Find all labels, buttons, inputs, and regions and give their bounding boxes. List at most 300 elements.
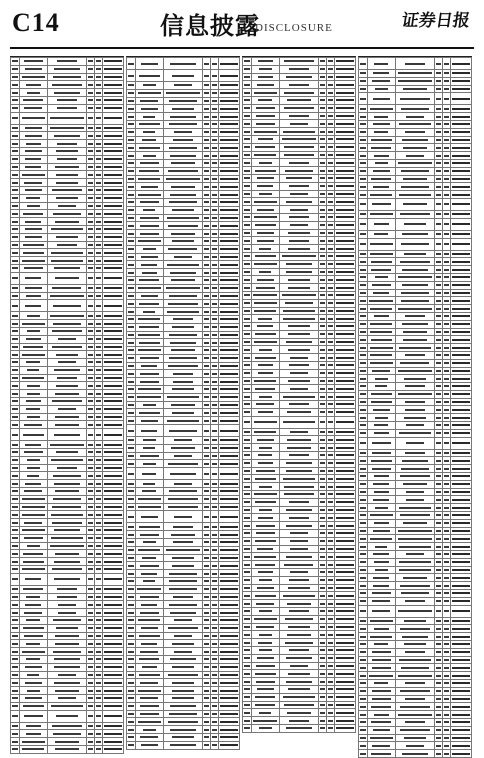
- illegible-text-mark: [26, 596, 40, 598]
- illegible-text-mark: [88, 393, 93, 395]
- table-cell: [367, 648, 395, 656]
- illegible-text-mark: [104, 506, 122, 508]
- table-cell: [367, 558, 395, 566]
- table-cell: [335, 561, 356, 569]
- illegible-text-mark: [212, 658, 217, 660]
- table-cell: [11, 488, 20, 496]
- illegible-text-mark: [336, 107, 354, 109]
- table-cell: [359, 159, 368, 167]
- illegible-text-mark: [143, 311, 155, 313]
- illegible-text-mark: [336, 123, 354, 125]
- illegible-text-mark: [244, 556, 250, 558]
- illegible-text-mark: [139, 658, 159, 660]
- table-row: [11, 542, 124, 550]
- table-row: [243, 724, 356, 732]
- illegible-text-mark: [204, 404, 209, 406]
- table-cell: [395, 449, 435, 457]
- illegible-text-mark: [404, 737, 426, 739]
- illegible-text-mark: [138, 721, 162, 723]
- table-cell: [443, 390, 451, 398]
- illegible-text-mark: [88, 748, 93, 750]
- table-cell: [219, 539, 240, 547]
- table-cell: [203, 624, 211, 632]
- table-cell: [219, 609, 240, 617]
- table-cell: [451, 718, 472, 726]
- illegible-text-mark: [12, 506, 18, 508]
- illegible-text-mark: [128, 565, 134, 567]
- illegible-text-mark: [370, 538, 392, 540]
- illegible-text-mark: [220, 682, 238, 684]
- illegible-text-mark: [401, 468, 428, 470]
- table-cell: [243, 362, 252, 370]
- table-cell: [127, 531, 136, 539]
- table-cell: [19, 112, 47, 124]
- table-cell: [163, 393, 203, 401]
- illegible-text-mark: [436, 483, 441, 485]
- table-cell: [87, 147, 95, 155]
- table-cell: [395, 742, 435, 750]
- table-cell: [203, 284, 211, 292]
- table-cell: [135, 198, 163, 206]
- illegible-text-mark: [140, 455, 159, 457]
- table-cell: [243, 639, 252, 647]
- table-row: [243, 615, 356, 623]
- table-cell: [127, 488, 136, 496]
- table-cell: [135, 452, 163, 460]
- table-cell: [367, 742, 395, 750]
- illegible-text-mark: [204, 526, 209, 528]
- illegible-text-mark: [336, 68, 354, 70]
- illegible-text-mark: [88, 205, 93, 207]
- table-cell: [11, 472, 20, 480]
- table-cell: [243, 701, 252, 709]
- table-cell: [279, 416, 319, 428]
- illegible-text-mark: [138, 92, 160, 94]
- table-cell: [451, 375, 472, 383]
- table-cell: [251, 491, 279, 499]
- illegible-text-mark: [320, 447, 325, 449]
- table-cell: [47, 249, 87, 257]
- table-cell: [11, 132, 20, 140]
- illegible-text-mark: [320, 610, 325, 612]
- table-row: [243, 151, 356, 159]
- illegible-text-mark: [12, 604, 18, 606]
- illegible-text-mark: [204, 534, 209, 536]
- illegible-text-mark: [128, 534, 134, 536]
- table-cell: [367, 535, 395, 543]
- illegible-text-mark: [328, 92, 333, 94]
- table-cell: [95, 312, 103, 320]
- illegible-text-mark: [104, 612, 122, 614]
- table-cell: [359, 558, 368, 566]
- illegible-text-mark: [52, 189, 83, 191]
- table-cell: [103, 609, 124, 617]
- table-cell: [135, 261, 163, 269]
- illegible-text-mark: [27, 690, 40, 692]
- illegible-text-mark: [360, 253, 366, 255]
- illegible-text-mark: [128, 651, 134, 653]
- table-cell: [327, 452, 335, 460]
- illegible-text-mark: [166, 178, 200, 180]
- table-cell: [367, 120, 395, 128]
- illegible-text-mark: [375, 569, 388, 571]
- illegible-text-mark: [360, 323, 366, 325]
- table-cell: [335, 615, 356, 623]
- table-cell: [11, 312, 20, 320]
- table-cell: [319, 584, 327, 592]
- illegible-text-mark: [255, 255, 276, 257]
- table-cell: [219, 206, 240, 214]
- illegible-text-mark: [204, 365, 209, 367]
- illegible-text-mark: [204, 455, 209, 457]
- table-cell: [359, 351, 368, 359]
- illegible-text-mark: [452, 721, 470, 723]
- table-row: [243, 174, 356, 182]
- illegible-text-mark: [244, 665, 250, 667]
- table-cell: [367, 183, 395, 191]
- illegible-text-mark: [436, 651, 441, 653]
- illegible-text-mark: [128, 447, 134, 449]
- illegible-text-mark: [436, 667, 441, 669]
- table-cell: [103, 702, 124, 710]
- table-cell: [19, 225, 47, 233]
- illegible-text-mark: [286, 525, 312, 527]
- illegible-text-mark: [370, 514, 393, 516]
- table-cell: [279, 459, 319, 467]
- illegible-text-mark: [24, 490, 42, 492]
- illegible-text-mark: [452, 569, 470, 571]
- illegible-text-mark: [444, 706, 449, 708]
- illegible-text-mark: [284, 92, 313, 94]
- table-cell: [327, 229, 335, 237]
- illegible-text-mark: [54, 561, 80, 563]
- table-row: [359, 191, 472, 199]
- table-cell: [243, 120, 252, 128]
- illegible-text-mark: [282, 138, 316, 140]
- illegible-text-mark: [436, 745, 441, 747]
- illegible-text-mark: [172, 736, 194, 738]
- table-cell: [219, 655, 240, 663]
- illegible-text-mark: [12, 236, 18, 238]
- illegible-text-mark: [254, 618, 278, 620]
- illegible-text-mark: [320, 123, 325, 125]
- table-cell: [19, 558, 47, 566]
- table-cell: [359, 543, 368, 551]
- table-row: [243, 623, 356, 631]
- illegible-text-mark: [360, 131, 366, 133]
- table-cell: [203, 214, 211, 222]
- illegible-text-mark: [258, 76, 274, 78]
- table-cell: [127, 292, 136, 300]
- table-cell: [367, 70, 395, 78]
- illegible-text-mark: [53, 475, 81, 477]
- illegible-text-mark: [285, 302, 314, 304]
- illegible-text-mark: [220, 178, 238, 180]
- table-cell: [47, 89, 87, 97]
- table-cell: [95, 366, 103, 374]
- illegible-text-mark: [336, 462, 354, 464]
- table-row: [11, 398, 124, 406]
- table-cell: [135, 82, 163, 90]
- illegible-text-mark: [328, 279, 333, 281]
- table-cell: [327, 685, 335, 693]
- table-cell: [127, 632, 136, 640]
- table-row: [359, 320, 472, 328]
- table-cell: [279, 631, 319, 639]
- table-row: [243, 444, 356, 452]
- table-cell: [279, 143, 319, 151]
- illegible-text-mark: [258, 372, 272, 374]
- table-cell: [243, 143, 252, 151]
- illegible-text-mark: [436, 347, 441, 349]
- illegible-text-mark: [143, 463, 156, 465]
- table-cell: [203, 617, 211, 625]
- illegible-text-mark: [370, 308, 392, 310]
- table-cell: [451, 406, 472, 414]
- table-cell: [395, 191, 435, 199]
- illegible-text-mark: [452, 162, 470, 164]
- illegible-text-mark: [373, 585, 389, 587]
- illegible-text-mark: [204, 674, 209, 676]
- table-cell: [327, 467, 335, 475]
- illegible-text-mark: [138, 194, 160, 196]
- illegible-text-mark: [212, 580, 217, 582]
- table-row: [359, 144, 472, 152]
- table-cell: [19, 241, 47, 249]
- illegible-text-mark: [204, 201, 209, 203]
- table-cell: [251, 377, 279, 385]
- table-cell: [47, 687, 87, 695]
- illegible-text-mark: [88, 295, 93, 297]
- table-row: [243, 592, 356, 600]
- table-cell: [335, 128, 356, 136]
- table-cell: [443, 519, 451, 527]
- table-row: [359, 449, 472, 457]
- illegible-text-mark: [220, 272, 238, 274]
- table-cell: [127, 128, 136, 136]
- illegible-text-mark: [436, 233, 441, 235]
- table-cell: [243, 245, 252, 253]
- table-cell: [435, 711, 443, 719]
- illegible-text-mark: [244, 248, 250, 250]
- table-row: [11, 687, 124, 695]
- table-cell: [219, 726, 240, 734]
- table-cell: [251, 260, 279, 268]
- table-cell: [395, 496, 435, 504]
- illegible-text-mark: [320, 310, 325, 312]
- table-cell: [103, 663, 124, 671]
- illegible-text-mark: [402, 139, 429, 141]
- table-cell: [451, 289, 472, 297]
- illegible-text-mark: [444, 300, 449, 302]
- table-cell: [367, 695, 395, 703]
- illegible-text-mark: [204, 557, 209, 559]
- illegible-text-mark: [104, 467, 122, 469]
- illegible-text-mark: [336, 439, 354, 441]
- table-row: [243, 213, 356, 221]
- illegible-text-mark: [140, 201, 159, 203]
- illegible-text-mark: [360, 147, 366, 149]
- table-row: [243, 315, 356, 323]
- illegible-text-mark: [128, 713, 134, 715]
- table-cell: [451, 128, 472, 136]
- illegible-text-mark: [51, 705, 83, 707]
- table-cell: [211, 323, 219, 331]
- table-cell: [395, 535, 435, 543]
- illegible-text-mark: [320, 478, 325, 480]
- illegible-text-mark: [24, 612, 42, 614]
- table-cell: [443, 238, 451, 250]
- illegible-text-mark: [212, 736, 217, 738]
- table-cell: [203, 710, 211, 718]
- table-cell: [327, 112, 335, 120]
- table-cell: [327, 268, 335, 276]
- table-row: [359, 390, 472, 398]
- illegible-text-mark: [204, 170, 209, 172]
- table-cell: [47, 655, 87, 663]
- table-row: [359, 218, 472, 230]
- illegible-text-mark: [254, 131, 278, 133]
- illegible-text-mark: [406, 155, 424, 157]
- table-cell: [251, 639, 279, 647]
- table-cell: [135, 339, 163, 347]
- table-cell: [243, 561, 252, 569]
- illegible-text-mark: [374, 628, 388, 630]
- illegible-text-mark: [257, 185, 273, 187]
- illegible-text-mark: [220, 170, 238, 172]
- illegible-text-mark: [88, 143, 93, 145]
- illegible-text-mark: [96, 490, 101, 492]
- table-row: [127, 511, 240, 523]
- table-column-4: [358, 50, 472, 686]
- table-row: [11, 366, 124, 374]
- table-row: [11, 601, 124, 609]
- illegible-text-mark: [128, 682, 134, 684]
- illegible-text-mark: [12, 682, 18, 684]
- table-cell: [359, 273, 368, 281]
- table-cell: [279, 623, 319, 631]
- table-cell: [435, 77, 443, 85]
- illegible-text-mark: [12, 68, 18, 70]
- illegible-text-mark: [289, 610, 308, 612]
- illegible-text-mark: [436, 452, 441, 454]
- table-cell: [211, 694, 219, 702]
- table-cell: [243, 81, 252, 89]
- illegible-text-mark: [244, 232, 250, 234]
- illegible-text-mark: [173, 381, 193, 383]
- illegible-text-mark: [283, 421, 315, 423]
- illegible-text-mark: [320, 248, 325, 250]
- table-cell: [319, 96, 327, 104]
- illegible-text-mark: [452, 659, 470, 661]
- illegible-text-mark: [12, 158, 18, 160]
- table-cell: [435, 414, 443, 422]
- illegible-text-mark: [174, 619, 191, 621]
- table-cell: [443, 58, 451, 70]
- table-row: [127, 89, 240, 97]
- illegible-text-mark: [128, 318, 134, 320]
- table-cell: [103, 550, 124, 558]
- table-cell: [211, 198, 219, 206]
- table-cell: [19, 382, 47, 390]
- table-cell: [251, 483, 279, 491]
- illegible-text-mark: [220, 108, 238, 110]
- illegible-text-mark: [88, 434, 93, 436]
- illegible-text-mark: [220, 303, 238, 305]
- table-cell: [127, 261, 136, 269]
- illegible-text-mark: [405, 401, 425, 403]
- illegible-text-mark: [169, 201, 197, 203]
- table-cell: [47, 335, 87, 343]
- table-cell: [11, 640, 20, 648]
- table-cell: [163, 370, 203, 378]
- table-cell: [163, 578, 203, 586]
- illegible-text-mark: [436, 424, 441, 426]
- illegible-text-mark: [452, 460, 470, 462]
- illegible-text-mark: [320, 162, 325, 164]
- illegible-text-mark: [26, 619, 40, 621]
- illegible-text-mark: [128, 658, 134, 660]
- illegible-text-mark: [25, 228, 42, 230]
- table-cell: [251, 307, 279, 315]
- illegible-text-mark: [12, 252, 18, 254]
- illegible-text-mark: [27, 467, 40, 469]
- table-row: [243, 553, 356, 561]
- table-cell: [163, 339, 203, 347]
- table-cell: [127, 237, 136, 245]
- illegible-text-mark: [212, 186, 217, 188]
- table-cell: [211, 578, 219, 586]
- illegible-text-mark: [104, 76, 122, 78]
- illegible-text-mark: [283, 595, 315, 597]
- table-row: [127, 128, 240, 136]
- table-cell: [367, 93, 395, 105]
- illegible-text-mark: [220, 412, 238, 414]
- table-cell: [219, 386, 240, 394]
- table-cell: [367, 422, 395, 430]
- table-cell: [435, 113, 443, 121]
- illegible-text-mark: [128, 516, 134, 518]
- table-cell: [95, 441, 103, 449]
- table-cell: [19, 527, 47, 535]
- table-cell: [163, 401, 203, 409]
- table-cell: [95, 171, 103, 179]
- illegible-text-mark: [12, 295, 18, 297]
- illegible-text-mark: [372, 80, 390, 82]
- illegible-text-mark: [436, 108, 441, 110]
- illegible-text-mark: [336, 657, 354, 659]
- table-cell: [87, 722, 95, 730]
- illegible-text-mark: [244, 727, 250, 729]
- table-row: [243, 436, 356, 444]
- illegible-text-mark: [286, 177, 312, 179]
- table-cell: [251, 444, 279, 452]
- illegible-text-mark: [244, 587, 250, 589]
- table-cell: [251, 592, 279, 600]
- illegible-text-mark: [452, 308, 470, 310]
- table-cell: [127, 191, 136, 199]
- table-cell: [435, 351, 443, 359]
- table-row: [243, 408, 356, 416]
- illegible-text-mark: [244, 193, 250, 195]
- table-cell: [219, 694, 240, 702]
- illegible-text-mark: [141, 186, 158, 188]
- illegible-text-mark: [336, 357, 354, 359]
- table-cell: [367, 305, 395, 313]
- table-cell: [335, 135, 356, 143]
- table-cell: [203, 632, 211, 640]
- table-cell: [443, 512, 451, 520]
